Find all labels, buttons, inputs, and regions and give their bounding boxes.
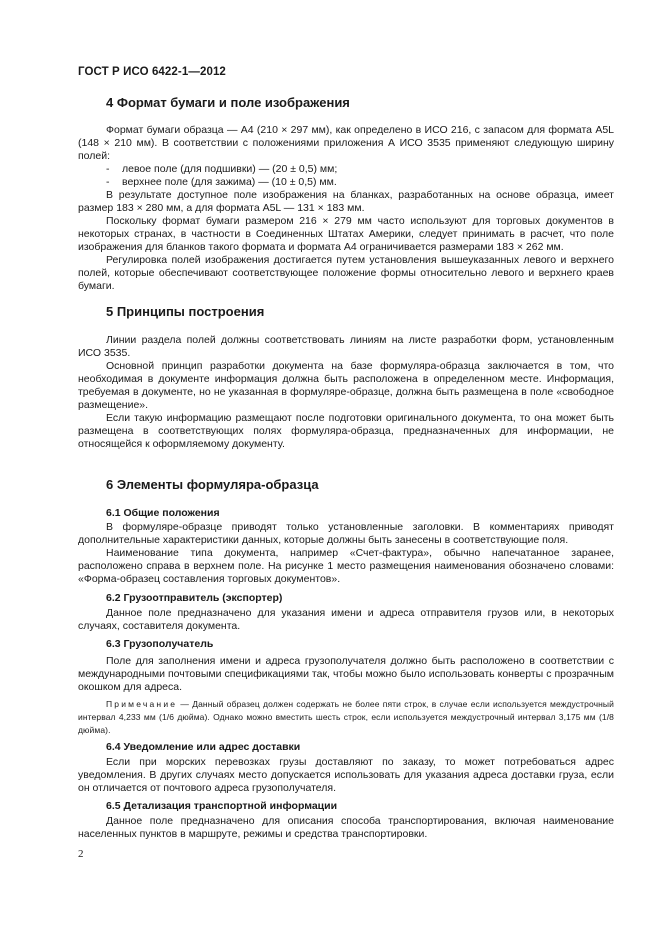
list-item: - верхнее поле (для зажима) — (10 ± 0,5) мм. xyxy=(106,176,337,188)
subsection-6-4-body xyxy=(78,756,614,795)
paragraph: Наименование типа документа, например «Счет-фактура», обычно напечатанное заранее, расположено справа в верхнем поле. На рисунке 1 место размещения наименования обозначено словами: «Форма-образец составления торговых документов». xyxy=(78,547,614,585)
note-label: Примечание xyxy=(106,699,178,709)
subsection-6-3-title: 6.3 Грузополучатель xyxy=(106,638,214,650)
paragraph: Линии раздела полей должны соответствовать линиям на листе разработки форм, установленным ИСО 3535. xyxy=(78,334,614,359)
paragraph: Если такую информацию размещают после подготовки оригинального документа, то она может быть размещена в соответствующих полях формуляра-образца, предназначенных для информации, не относящейся к оформляемому документу. xyxy=(78,412,614,450)
subsection-6-5-title: 6.5 Детализация транспортной информации xyxy=(106,800,338,812)
paragraph: Формат бумаги образца — A4 (210 × 297 мм), как определено в ИСО 216, с запасом для формата A5L (148 × 210 мм). В соответствии с положениями приложения А ИСО 3535 применяют следующую ширину полей: xyxy=(78,124,614,162)
subsection-6-1-body xyxy=(78,521,614,586)
paragraph: Данное поле предназначено для указания имени и адреса отправителя грузов или, в некоторых случаях, составителя документа. xyxy=(78,607,614,632)
note xyxy=(78,698,614,737)
section-4-body xyxy=(78,124,614,293)
section-6-title: 6 Элементы формуляра-образца xyxy=(106,477,319,492)
paragraph: Поле для заполнения имени и адреса грузополучателя должно быть расположено в соответствии с международными почтовыми спецификациями так, чтобы можно было использовать конверты с прозрачным окошком для адреса. xyxy=(78,655,614,693)
paragraph: В формуляре-образце приводят только установленные заголовки. В комментариях приводят дополнительные характеристики данных, которые должны быть занесены в соответствующие поля. xyxy=(78,521,614,546)
subsection-6-2-body xyxy=(78,607,614,633)
subsection-6-4-title: 6.4 Уведомление или адрес доставки xyxy=(106,741,301,753)
paragraph: Данное поле предназначено для описания способа транспортирования, включая наименование населенных пунктов в маршруте, режимы и средства транспортировки. xyxy=(78,815,614,840)
paragraph: В результате доступное поле изображения на бланках, разработанных на основе образца, имеет размер 183 × 280 мм, а для формата A5L — 131 × 183 мм. xyxy=(78,189,614,214)
subsection-6-2-title: 6.2 Грузоотправитель (экспортер) xyxy=(106,592,283,604)
subsection-6-5-body xyxy=(78,815,614,841)
note-text: Примечание — Данный образец должен содержать не более пяти строк, в случае если используется междустрочный интервал 4,233 мм (1/6 дюйма). Однако можно вместить шесть строк, если используется междустрочный интервал 3,175 мм (1/8 дюйма). xyxy=(78,699,614,735)
subsection-6-1-title: 6.1 Общие положения xyxy=(106,507,220,519)
paragraph: Основной принцип разработки документа на базе формуляра-образца заключается в том, что необходимая в документе информация должна быть расположена в определенном месте. Информация, требуемая в документе, но не указанная в формуляре-образце, должна быть размещена в поле «свободное размещение». xyxy=(78,360,614,411)
paragraph: Поскольку формат бумаги размером 216 × 279 мм часто используют для торговых документов в некоторых странах, в частности в Соединенных Штатах Америки, следует принимать в расчет, что поле изображения для бланков такого формата и формата A4 ограничивается размерами 183 × 262 мм. xyxy=(78,215,614,253)
standard-header: ГОСТ Р ИСО 6422-1—2012 xyxy=(78,66,226,78)
list-item: - левое поле (для подшивки) — (20 ± 0,5) мм; xyxy=(106,163,338,175)
section-4-title: 4 Формат бумаги и поле изображения xyxy=(106,95,350,110)
section-5-body xyxy=(78,334,614,451)
subsection-6-3-body xyxy=(78,655,614,694)
section-5-title: 5 Принципы построения xyxy=(106,304,265,319)
page-number: 2 xyxy=(78,848,84,860)
paragraph: Если при морских перевозках грузы доставляют по заказу, то может потребоваться адрес уведомления. В других случаях место допускается использовать для указания адреса доставки груза, если он отличается от почтового адреса грузополучателя. xyxy=(78,756,614,794)
paragraph: Регулировка полей изображения достигается путем установления вышеуказанных левого и верхнего полей, которые обеспечивают соответствующее положение формы относительно левого и верхнего краев бумаги. xyxy=(78,254,614,292)
